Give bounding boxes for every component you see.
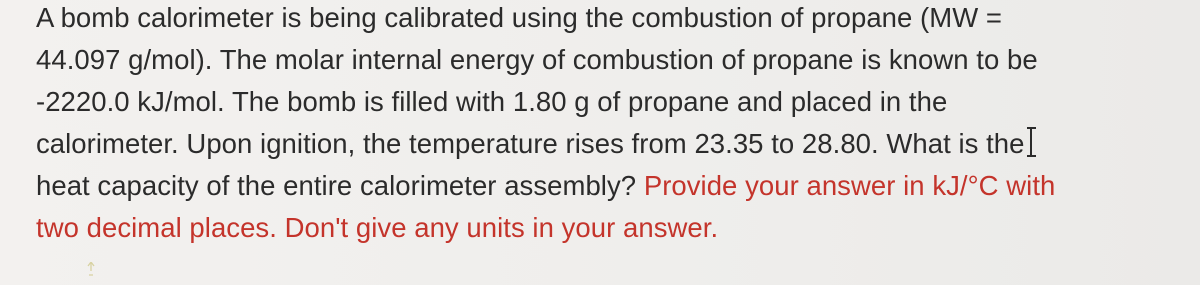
instruction-text: Provide your answer in kJ/°C with (643, 170, 1056, 201)
question-line-text: heat capacity of the entire calorimeter assembly? (36, 170, 637, 201)
question-line-text: 44.097 g/mol). The molar internal energy of combustion of propane is known to be (36, 44, 1038, 75)
question-line-text: A bomb calorimeter is being calibrated using the combustion of propane (MW = (36, 2, 1003, 33)
question-line-text: -2220.0 kJ/mol. The bomb is filled with 1.80 g of propane and placed in the (36, 86, 948, 117)
question-line-text: calorimeter. Upon ignition, the temperature rises from 23.35 to 28.80. What is the (36, 128, 1025, 159)
question-line (36, 123, 1196, 165)
instruction-line (36, 207, 1196, 249)
question-text (36, 0, 1196, 249)
question-line (36, 81, 1196, 123)
text-cursor-icon (1027, 127, 1036, 157)
instruction-text: two decimal places. Don't give any units in your answer. (36, 212, 719, 243)
question-line (36, 165, 1196, 207)
question-line (36, 39, 1196, 81)
pointer-icon (86, 262, 96, 276)
question-line (36, 0, 1196, 39)
